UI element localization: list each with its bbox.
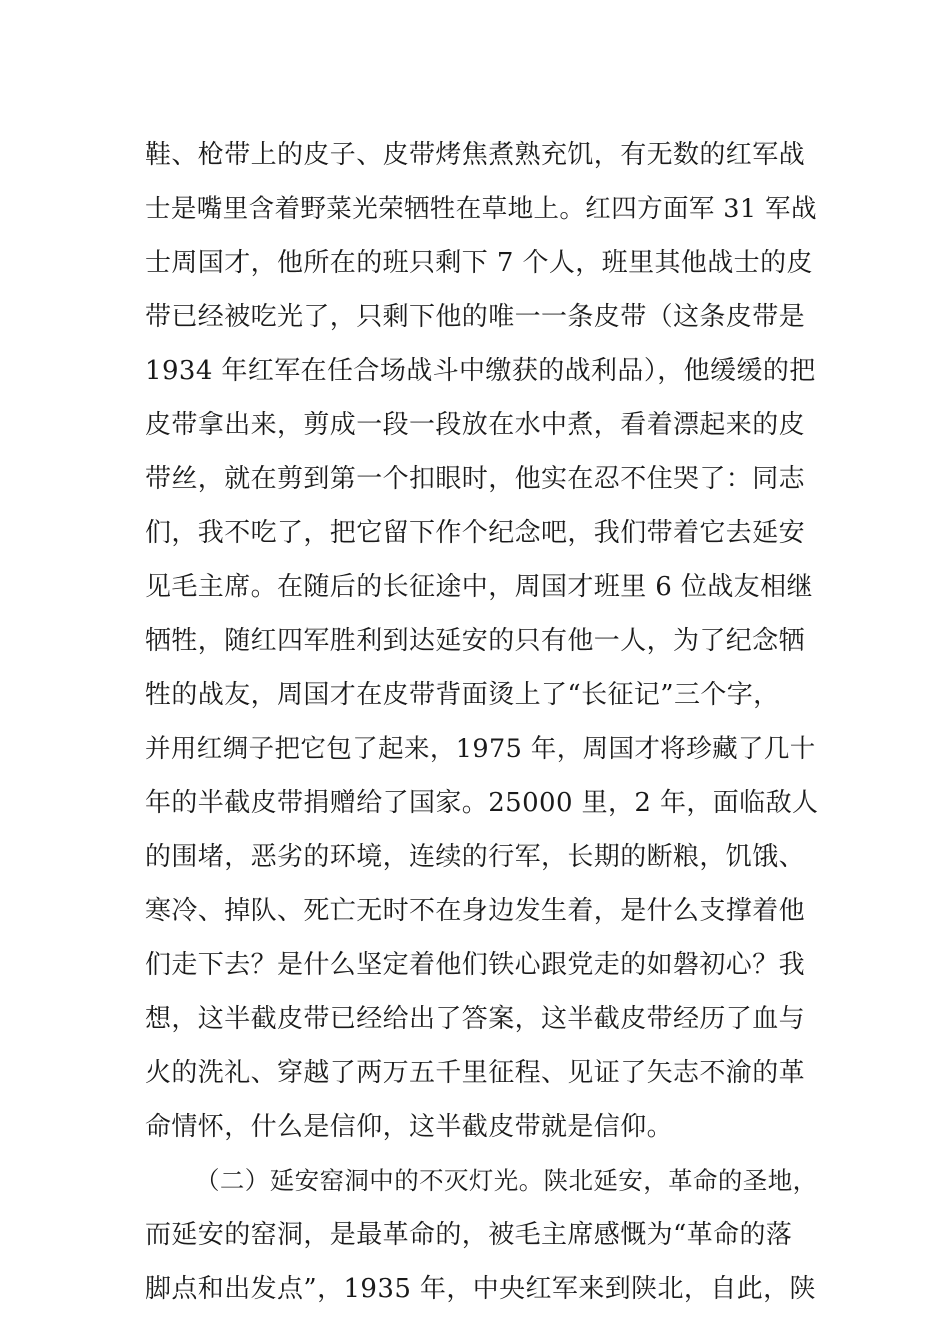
text-line: 带丝，就在剪到第一个扣眼时，他实在忍不住哭了：同志 — [145, 464, 806, 494]
text-line: 寒冷、掉队、死亡无时不在身边发生着，是什么支撑着他 — [145, 896, 806, 926]
text-line: 士周国才，他所在的班只剩下 7 个人，班里其他战士的皮 — [145, 248, 813, 278]
text-line: 们走下去？是什么坚定着他们铁心跟党走的如磐初心？我 — [145, 950, 806, 980]
text-line: 想，这半截皮带已经给出了答案，这半截皮带经历了血与 — [145, 1004, 806, 1034]
text-line: 士是嘴里含着野菜光荣牺牲在草地上。红四方面军 31 军战 — [145, 194, 817, 224]
text-line: 脚点和出发点”，1935 年，中央红军来到陕北，自此，陕 — [145, 1274, 816, 1304]
text-line: 皮带拿出来，剪成一段一段放在水中煮，看着漂起来的皮 — [145, 410, 806, 440]
text-line: 并用红绸子把它包了起来，1975 年，周国才将珍藏了几十 — [145, 734, 816, 764]
text-line: 火的洗礼、穿越了两万五千里征程、见证了矢志不渝的革 — [145, 1058, 806, 1088]
text-line: 1934 年红军在任合场战斗中缴获的战利品），他缓缓的把 — [145, 356, 816, 386]
text-line: 见毛主席。在随后的长征途中，周国才班里 6 位战友相继 — [145, 572, 813, 602]
text-line: 牲的战友，周国才在皮带背面烫上了“长征记”三个字， — [145, 680, 780, 710]
section-heading-line: （二）延安窑洞中的不灭灯光。陕北延安，革命的圣地， — [195, 1166, 818, 1195]
body-text — [145, 128, 825, 1316]
text-line: 的围堵，恶劣的环境，连续的行军，长期的断粮，饥饿、 — [145, 842, 806, 872]
text-line: 牺牲，随红四军胜利到达延安的只有他一人，为了纪念牺 — [145, 626, 806, 656]
text-line: 鞋、枪带上的皮子、皮带烤焦煮熟充饥，有无数的红军战 — [145, 140, 806, 170]
text-line: 带已经被吃光了，只剩下他的唯一一条皮带（这条皮带是 — [145, 302, 806, 332]
text-line: 命情怀，什么是信仰，这半截皮带就是信仰。 — [145, 1112, 674, 1142]
text-line: 年的半截皮带捐赠给了国家。25000 里，2 年，面临敌人 — [145, 788, 819, 818]
text-line: 而延安的窑洞，是最革命的，被毛主席感慨为“革命的落 — [145, 1220, 793, 1250]
text-line: 们，我不吃了，把它留下作个纪念吧，我们带着它去延安 — [145, 518, 806, 548]
